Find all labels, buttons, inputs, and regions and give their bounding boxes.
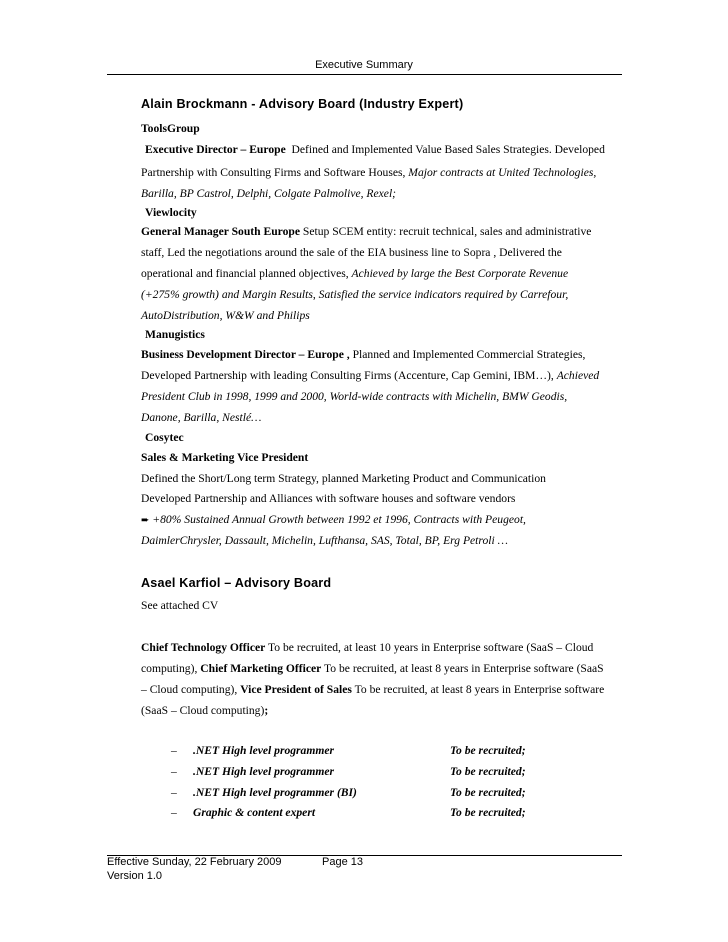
manugistics-company: Manugistics — [145, 328, 205, 341]
manugistics-line-2 — [141, 369, 599, 382]
arrow-icon: ➨ — [141, 515, 150, 526]
vps-title: Vice President of Sales — [240, 683, 352, 696]
position-title: .NET High level programmer — [193, 744, 335, 757]
toolsgroup-text-1: Defined and Implemented Value Based Sales Strategies. Developed — [291, 143, 605, 156]
recruit-line-1 — [141, 641, 593, 654]
viewlocity-service: Satisfied the service indicators required by Carrefour, — [318, 288, 569, 301]
cmo-text: To be recruited, at least 8 years in Enterprise software (SaaS — [324, 662, 604, 675]
cto-title: Chief Technology Officer — [141, 641, 266, 654]
cosytec-line-4: DaimlerChrysler, Dassault, Michelin, Lufthansa, SAS, Total, BP, Erg Petroli … — [141, 534, 508, 547]
toolsgroup-company: ToolsGroup — [141, 122, 200, 135]
recruit-text-2a: computing), — [141, 662, 198, 675]
position-dash: – — [171, 786, 177, 799]
viewlocity-line-5: AutoDistribution, W&W and Philips — [141, 309, 310, 322]
position-title: .NET High level programmer — [193, 765, 335, 778]
position-status: To be recruited; — [450, 744, 526, 757]
position-status: To be recruited; — [450, 765, 526, 778]
page-header-title: Executive Summary — [315, 59, 413, 71]
cosytec-line-3 — [141, 513, 526, 526]
position-title: Graphic & content expert — [193, 806, 316, 819]
viewlocity-comma: , — [312, 288, 316, 301]
viewlocity-line-2: staff, Led the negotiations around the sale of the EIA business line to Sopra , Delivered the — [141, 246, 562, 259]
recruit-line-4 — [141, 704, 268, 717]
position-status: To be recruited; — [450, 806, 526, 819]
manugistics-achieved: Achieved — [556, 369, 600, 382]
header-divider — [107, 74, 622, 75]
manugistics-text-1: Planned and Implemented Commercial Strategies, — [352, 348, 586, 361]
viewlocity-line-1 — [141, 225, 591, 238]
manugistics-line-1 — [141, 348, 585, 361]
karfiol-heading: Asael Karfiol – Advisory Board — [141, 576, 332, 590]
manugistics-line-4: Danone, Barilla, Nestlé… — [141, 411, 262, 424]
viewlocity-growth: (+275% growth) and Margin Results — [141, 288, 313, 301]
footer-page-number: Page 13 — [322, 856, 363, 868]
viewlocity-text-3: operational and financial planned objectives, — [141, 267, 349, 280]
cosytec-line-2: Developed Partnership and Alliances with software houses and software vendors — [141, 492, 516, 505]
viewlocity-text-1: Setup SCEM entity: recruit technical, sales and administrative — [302, 225, 592, 238]
viewlocity-company: Viewlocity — [145, 206, 197, 219]
cosytec-line-1: Defined the Short/Long term Strategy, planned Marketing Product and Communication — [141, 472, 546, 485]
cosytec-company: Cosytec — [145, 431, 184, 444]
recruit-semicolon: ; — [264, 704, 269, 717]
viewlocity-role: General Manager South Europe — [141, 225, 300, 238]
position-dash: – — [171, 765, 177, 778]
footer-version: Version 1.0 — [107, 870, 163, 882]
cto-text: To be recruited, at least 10 years in Enterprise software (SaaS – Cloud — [268, 641, 594, 654]
brockmann-heading: Alain Brockmann - Advisory Board (Industry Expert) — [141, 97, 464, 111]
toolsgroup-text-2: Partnership with Consulting Firms and Software Houses, — [141, 166, 406, 179]
viewlocity-line-3 — [141, 267, 568, 280]
position-status: To be recruited; — [450, 786, 526, 799]
toolsgroup-line-3: Barilla, BP Castrol, Delphi, Colgate Palmolive, Rexel; — [141, 187, 397, 200]
toolsgroup-role: Executive Director – Europe — [145, 143, 286, 156]
toolsgroup-line-1 — [145, 143, 605, 156]
footer-effective-date: Effective Sunday, 22 February 2009 — [107, 856, 282, 868]
karfiol-note: See attached CV — [141, 599, 219, 612]
manugistics-text-2: Developed Partnership with leading Consulting Firms (Accenture, Cap Gemini, IBM…), — [141, 369, 554, 382]
toolsgroup-contracts: Major contracts at United Technologies, — [408, 166, 597, 179]
toolsgroup-line-2 — [141, 166, 596, 179]
manugistics-line-3: President Club in 1998, 1999 and 2000, World-wide contracts with Michelin, BMW Geodis, — [141, 390, 568, 403]
cmo-title: Chief Marketing Officer — [200, 662, 322, 675]
viewlocity-line-4 — [141, 288, 568, 301]
recruit-line-3 — [141, 683, 604, 696]
cosytec-role: Sales & Marketing Vice President — [141, 451, 309, 464]
vps-text: To be recruited, at least 8 years in Enterprise software — [354, 683, 605, 696]
position-dash: – — [171, 806, 177, 819]
recruit-text-3a: – Cloud computing), — [141, 683, 238, 696]
position-title: .NET High level programmer (BI) — [193, 786, 357, 799]
recruit-text-4a: (SaaS – Cloud computing) — [141, 704, 265, 717]
cosytec-growth: +80% Sustained Annual Growth between 1992 et 1996, Contracts with Peugeot, — [152, 513, 526, 526]
manugistics-role: Business Development Director – Europe , — [141, 348, 350, 361]
viewlocity-achievement: Achieved by large the Best Corporate Revenue — [351, 267, 569, 280]
position-dash: – — [171, 744, 177, 757]
recruit-line-2 — [141, 662, 604, 675]
